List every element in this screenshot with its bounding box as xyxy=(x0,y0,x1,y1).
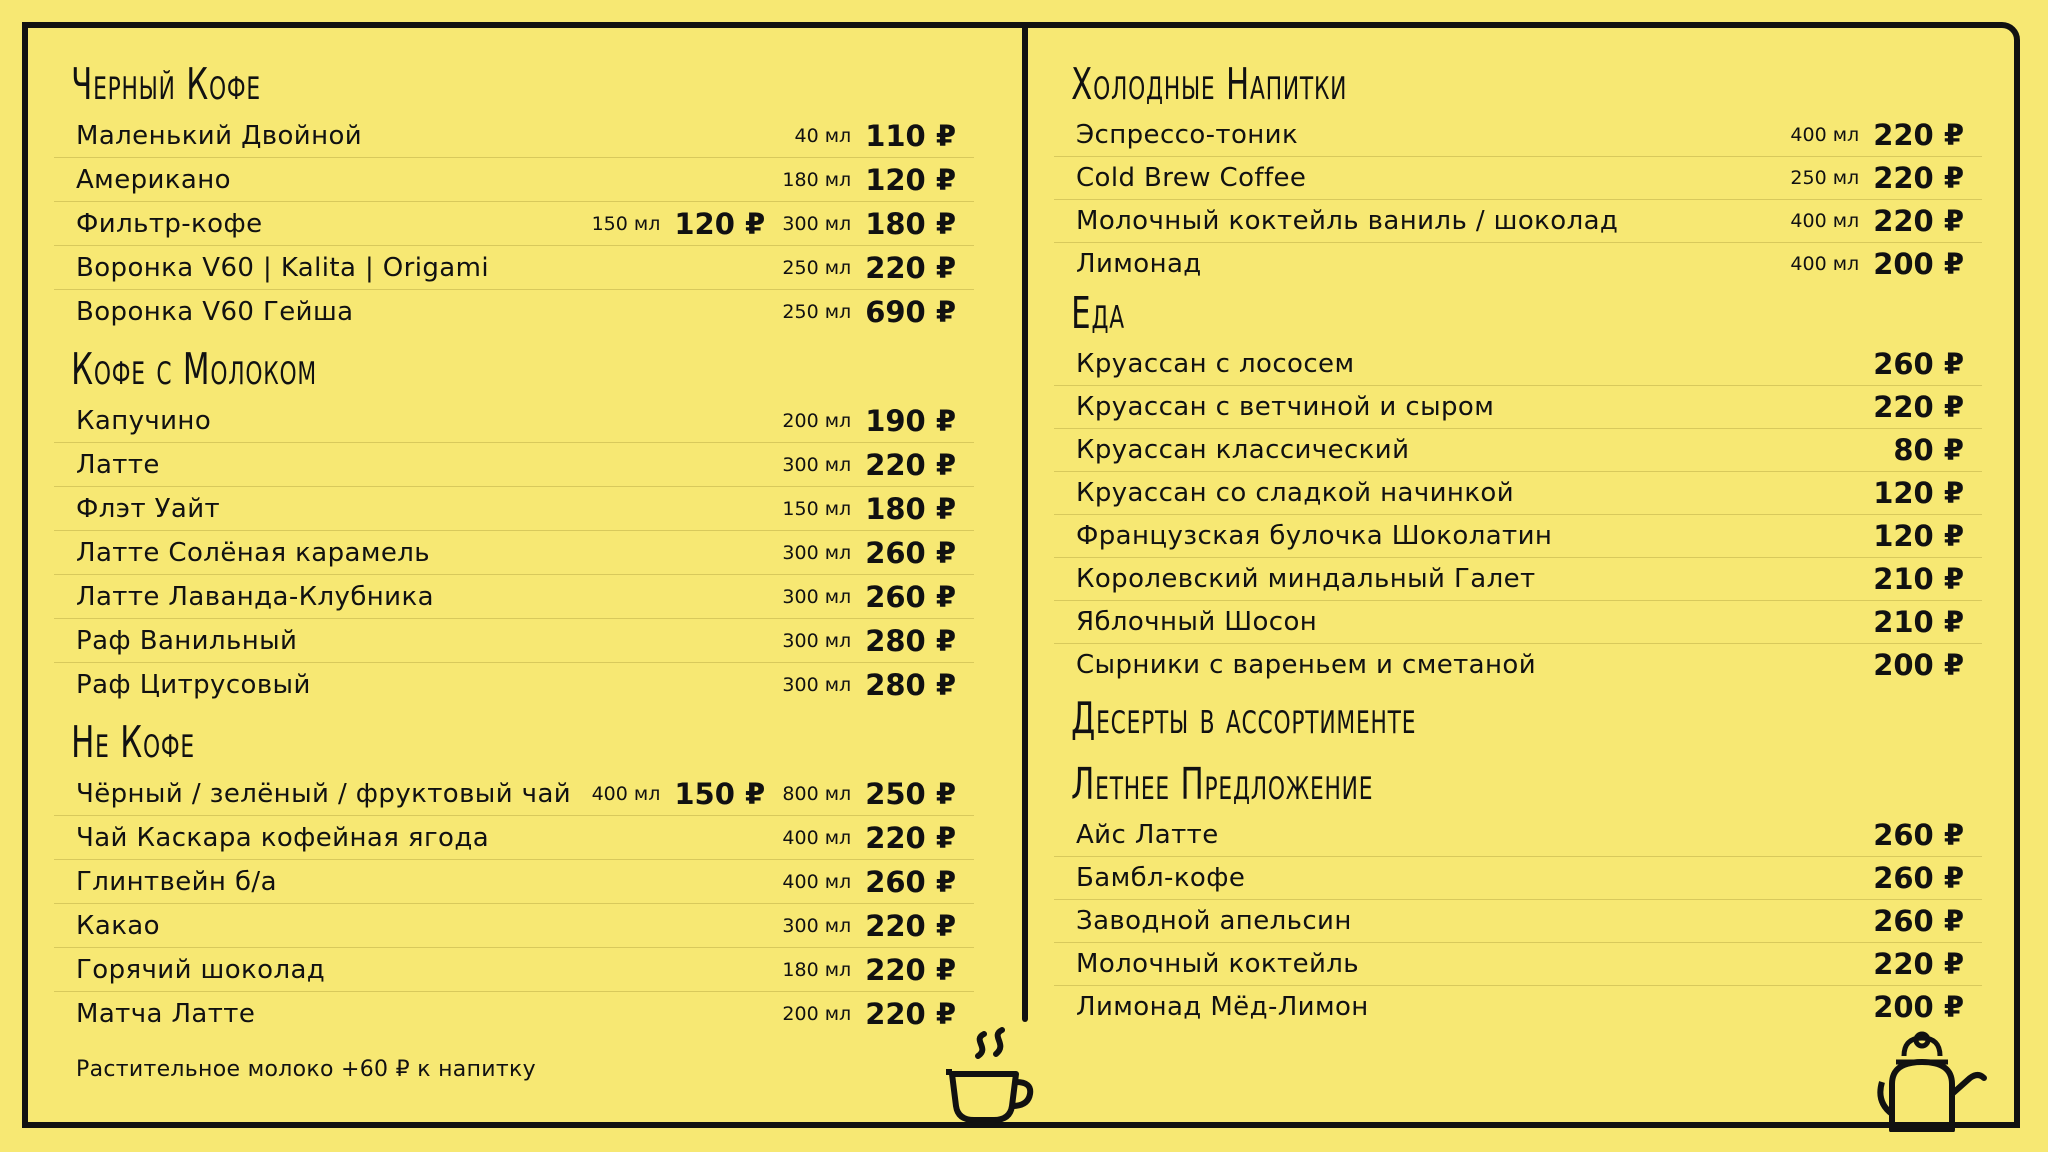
item-name: Яблочный Шосон xyxy=(1076,607,1318,637)
item-name: Молочный коктейль ваниль / шоколад xyxy=(1076,206,1619,236)
item-name: Сырники с вареньем и сметаной xyxy=(1076,650,1537,680)
plant-milk-note: Растительное молоко +60 ₽ к напитку xyxy=(76,1057,536,1082)
not-coffee-list xyxy=(54,772,974,1035)
item-price-small: 150 ₽ xyxy=(674,776,766,811)
item-volume: 400 мл xyxy=(1790,253,1860,275)
item-name: Заводной апельсин xyxy=(1076,906,1352,936)
item-volume: 800 мл xyxy=(782,782,852,805)
item-name: Лимонад xyxy=(1076,249,1202,279)
item-price: 200 ₽ xyxy=(1873,648,1964,682)
menu-item xyxy=(54,904,974,948)
item-name: Круассан с лососем xyxy=(1076,349,1355,379)
item-name: Чёрный / зелёный / фруктовый чай xyxy=(76,778,572,809)
item-volume: 300 мл xyxy=(782,541,852,564)
column-divider xyxy=(1022,22,1028,1022)
item-name: Матча Латте xyxy=(76,998,256,1029)
item-name: Какао xyxy=(76,910,160,941)
item-name: Американо xyxy=(76,164,231,195)
item-volume: 180 мл xyxy=(782,958,852,981)
menu-item xyxy=(54,202,974,246)
item-volume: 300 мл xyxy=(782,585,852,608)
coffee-cup-icon xyxy=(944,1026,1034,1126)
item-volume: 300 мл xyxy=(782,914,852,937)
item-volume: 250 мл xyxy=(1790,167,1860,189)
item-price: 120 ₽ xyxy=(1873,519,1964,553)
summer-list xyxy=(1054,814,1982,1028)
item-name: Cold Brew Coffee xyxy=(1076,163,1307,193)
menu-item xyxy=(1054,429,1982,472)
item-price: 690 ₽ xyxy=(865,294,956,329)
item-price: 260 ₽ xyxy=(1873,861,1964,895)
item-volume: 300 мл xyxy=(782,212,852,235)
left-column xyxy=(54,56,974,1082)
item-volume: 180 мл xyxy=(782,168,852,191)
menu-item xyxy=(54,290,974,333)
section-title-cold-drinks: Холодные Напитки xyxy=(1071,59,1348,110)
item-name: Айс Латте xyxy=(1076,820,1219,850)
menu-item xyxy=(54,860,974,904)
item-price: 120 ₽ xyxy=(1873,476,1964,510)
item-volume: 200 мл xyxy=(782,409,852,432)
section-title-not-coffee: Не Кофе xyxy=(71,717,195,768)
item-volume: 300 мл xyxy=(782,629,852,652)
item-price: 250 ₽ xyxy=(865,776,956,811)
item-price: 260 ₽ xyxy=(865,535,956,570)
item-name: Флэт Уайт xyxy=(76,493,221,524)
menu-item xyxy=(1054,986,1982,1028)
item-price: 220 ₽ xyxy=(1873,947,1964,981)
item-price: 280 ₽ xyxy=(865,667,956,702)
menu-item xyxy=(54,158,974,202)
menu-item xyxy=(1054,814,1982,857)
section-title-desserts: Десерты в ассортименте xyxy=(1071,693,1417,744)
item-price: 260 ₽ xyxy=(865,579,956,614)
menu-item xyxy=(1054,200,1982,243)
menu-item xyxy=(54,114,974,158)
menu-item xyxy=(54,575,974,619)
item-name: Латте Лаванда-Клубника xyxy=(76,581,434,612)
menu-item xyxy=(1054,601,1982,644)
item-name: Молочный коктейль xyxy=(1076,949,1360,979)
menu-item xyxy=(54,246,974,290)
item-price: 220 ₽ xyxy=(1873,161,1964,195)
item-name: Раф Цитрусовый xyxy=(76,669,311,700)
item-price: 280 ₽ xyxy=(865,623,956,658)
item-volume: 150 мл xyxy=(782,497,852,520)
cold-drinks-list xyxy=(1054,114,1982,285)
item-volume: 400 мл xyxy=(782,826,852,849)
item-price-small: 120 ₽ xyxy=(674,206,766,241)
section-title-food: Еда xyxy=(1071,288,1125,339)
menu-item xyxy=(54,948,974,992)
menu-item xyxy=(54,531,974,575)
item-price: 180 ₽ xyxy=(865,206,956,241)
item-volume-small: 150 мл xyxy=(591,212,661,235)
item-volume: 400 мл xyxy=(1790,210,1860,232)
menu-item xyxy=(54,772,974,816)
item-volume: 200 мл xyxy=(782,1002,852,1025)
menu-item xyxy=(54,443,974,487)
item-price: 220 ₽ xyxy=(865,820,956,855)
item-name: Королевский миндальный Галет xyxy=(1076,564,1536,594)
item-price: 220 ₽ xyxy=(865,996,956,1031)
item-price: 220 ₽ xyxy=(1873,390,1964,424)
item-name: Круассан классический xyxy=(1076,435,1410,465)
item-price: 110 ₽ xyxy=(865,118,956,153)
item-name: Круассан со сладкой начинкой xyxy=(1076,478,1515,508)
item-price: 210 ₽ xyxy=(1873,562,1964,596)
item-name: Латте xyxy=(76,449,160,480)
item-name: Воронка V60 | Kalita | Origami xyxy=(76,252,489,283)
item-volume: 250 мл xyxy=(782,256,852,279)
item-price: 200 ₽ xyxy=(1873,990,1964,1024)
item-name: Эспрессо-тоник xyxy=(1076,120,1299,150)
section-title-summer: Летнее Предложение xyxy=(1071,759,1374,810)
item-volume-small: 400 мл xyxy=(591,782,661,805)
menu-item xyxy=(1054,515,1982,558)
menu-item xyxy=(1054,343,1982,386)
item-volume: 400 мл xyxy=(1790,124,1860,146)
item-volume: 300 мл xyxy=(782,453,852,476)
menu-item xyxy=(54,487,974,531)
item-price: 220 ₽ xyxy=(1873,204,1964,238)
menu-item xyxy=(54,619,974,663)
item-name: Французская булочка Шоколатин xyxy=(1076,521,1553,551)
menu-item xyxy=(1054,114,1982,157)
item-name: Круассан с ветчиной и сыром xyxy=(1076,392,1495,422)
item-name: Фильтр-кофе xyxy=(76,208,263,239)
menu-item xyxy=(1054,943,1982,986)
menu-item xyxy=(1054,644,1982,686)
item-price: 260 ₽ xyxy=(1873,818,1964,852)
item-name: Бамбл-кофе xyxy=(1076,863,1246,893)
item-price: 120 ₽ xyxy=(865,162,956,197)
item-name: Раф Ванильный xyxy=(76,625,298,656)
item-price: 260 ₽ xyxy=(865,864,956,899)
item-price: 80 ₽ xyxy=(1893,433,1964,467)
item-name: Глинтвейн б/а xyxy=(76,866,277,897)
menu-item xyxy=(1054,386,1982,429)
item-price: 200 ₽ xyxy=(1873,247,1964,281)
section-title-black-coffee: Черный Кофе xyxy=(71,59,261,110)
menu-item xyxy=(1054,472,1982,515)
menu-item xyxy=(54,399,974,443)
item-name: Латте Солёная карамель xyxy=(76,537,430,568)
item-volume: 300 мл xyxy=(782,673,852,696)
item-volume: 250 мл xyxy=(782,300,852,323)
item-price: 180 ₽ xyxy=(865,491,956,526)
black-coffee-list xyxy=(54,114,974,333)
menu-item xyxy=(54,816,974,860)
menu-item xyxy=(1054,558,1982,601)
item-name: Воронка V60 Гейша xyxy=(76,296,354,327)
item-price: 260 ₽ xyxy=(1873,904,1964,938)
kettle-icon xyxy=(1874,1022,1994,1132)
item-price: 210 ₽ xyxy=(1873,605,1964,639)
item-price: 220 ₽ xyxy=(865,908,956,943)
item-volume: 40 мл xyxy=(794,124,852,147)
food-list xyxy=(1054,343,1982,686)
item-name: Лимонад Мёд-Лимон xyxy=(1076,992,1369,1022)
menu-item xyxy=(1054,157,1982,200)
item-name: Горячий шоколад xyxy=(76,954,326,985)
item-price: 260 ₽ xyxy=(1873,347,1964,381)
item-price: 220 ₽ xyxy=(865,250,956,285)
section-title-milk-coffee: Кофе с Молоком xyxy=(71,344,317,395)
item-price: 190 ₽ xyxy=(865,403,956,438)
item-name: Капучино xyxy=(76,405,212,436)
menu-item xyxy=(1054,857,1982,900)
item-name: Чай Каскара кофейная ягода xyxy=(76,822,490,853)
item-price: 220 ₽ xyxy=(1873,118,1964,152)
menu-item xyxy=(1054,900,1982,943)
item-price: 220 ₽ xyxy=(865,447,956,482)
menu-item xyxy=(54,663,974,706)
item-name: Маленький Двойной xyxy=(76,120,363,151)
menu-item xyxy=(54,992,974,1035)
item-volume: 400 мл xyxy=(782,870,852,893)
right-column xyxy=(1054,56,1982,1028)
menu-item xyxy=(1054,243,1982,285)
item-price: 220 ₽ xyxy=(865,952,956,987)
milk-coffee-list xyxy=(54,399,974,706)
